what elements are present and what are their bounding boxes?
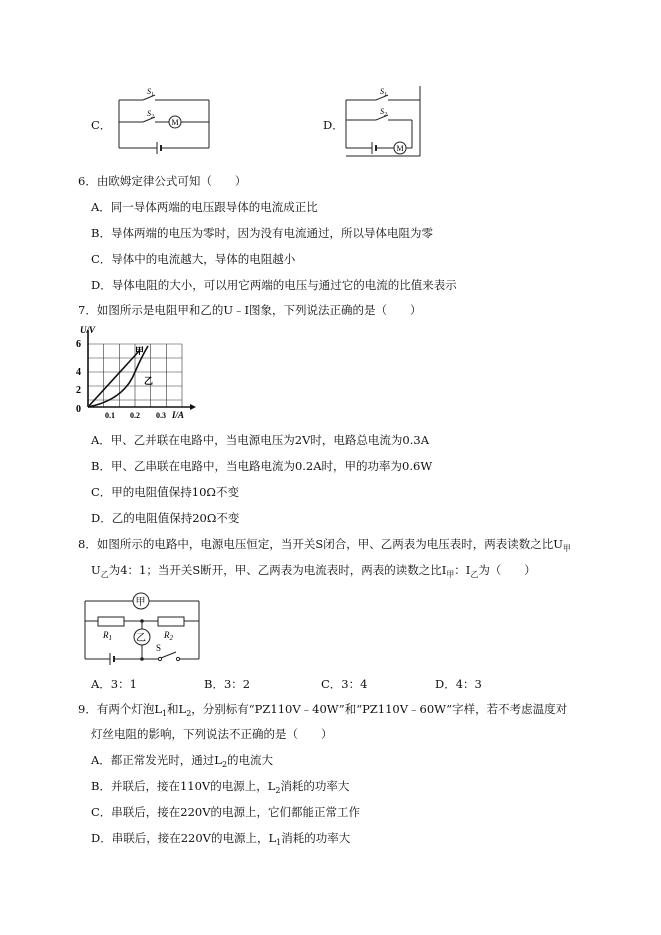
- x-axis-label: I/A: [172, 410, 185, 420]
- resistor-r2-label: $R_2$: [164, 630, 173, 642]
- question-9-stem-line1: 9．有两个灯泡$L_1$和$L_2$，分别标有“PZ110V﹣40W”和“PZ110V﹣60W”字样，若不考虑温度对: [78, 702, 568, 718]
- question-7-option-a: A．甲、乙并联在电路中，当电源电压为2V时，电路总电流为0.3A: [91, 433, 430, 447]
- option-c-label: C．: [91, 118, 112, 132]
- question-8-option-d: D．4：3: [435, 677, 482, 691]
- question-6-option-c: C．导体中的电流越大，导体的电阻越小: [91, 252, 296, 266]
- question-6-option-b: B．导体两端的电压为零时，因为没有电流通过，所以导体电阻为零: [91, 226, 433, 240]
- circuit-d-figure: [342, 86, 424, 158]
- y-tick-0: 0: [76, 404, 81, 415]
- y-tick-6: 6: [76, 339, 81, 350]
- meter-yi-label: 乙: [136, 633, 146, 644]
- question-8-option-c: C．3：4: [321, 677, 368, 691]
- switch-s2-label: $S_2$: [380, 107, 387, 118]
- x-tick-0.2: 0.2: [130, 411, 140, 420]
- question-8-stem-line1: 8．如图所示的电路中，电源电压恒定，当开关S闭合，甲、乙两表为电压表时，两表读数之比$U_甲$: [78, 537, 571, 553]
- question-7-option-c: C．甲的电阻值保持10Ω不变: [91, 485, 239, 499]
- question-8-option-b: B．3：2: [204, 677, 251, 691]
- circuit-c-figure: [113, 86, 213, 154]
- switch-s1-label: $S_1$: [380, 87, 387, 98]
- question-9-option-d: D．串联后，接在220V的电源上，$L_1$消耗的功率大: [91, 831, 351, 847]
- question-6-stem: 6．由欧姆定律公式可知（ ）: [78, 174, 247, 188]
- question-7-stem: 7．如图所示是电阻甲和乙的U﹣I图象，下列说法正确的是（ ）: [78, 303, 422, 317]
- switch-s2-label: $S_2$: [147, 109, 154, 120]
- question-9-option-c: C．串联后，接在220V的电源上，它们都能正常工作: [91, 805, 361, 819]
- question-7-option-d: D．乙的电阻值保持20Ω不变: [91, 511, 240, 525]
- question-9-option-a: A．都正常发光时，通过$L_2$的电流大: [91, 753, 274, 769]
- circuit-q8-figure: [84, 587, 200, 667]
- motor-label: M: [396, 144, 404, 153]
- question-8-stem-line2: $U_乙$为4：1；当开关S断开，甲、乙两表为电流表时，两表的读数之比$I_甲$：$I_乙$为（ ）: [91, 563, 536, 579]
- y-tick-2: 2: [76, 385, 81, 396]
- motor-label: M: [171, 118, 179, 127]
- curve-label-jia: 甲: [135, 346, 145, 356]
- y-axis-label: U/V: [80, 326, 96, 335]
- x-tick-0.1: 0.1: [105, 411, 115, 420]
- question-6-option-d: D．导体电阻的大小，可以用它两端的电压与通过它的电流的比值来表示: [91, 278, 457, 292]
- question-8-option-a: A．3：1: [91, 677, 137, 691]
- question-9-stem-line2: 灯丝电阻的影响，下列说法不正确的是（ ）: [91, 727, 333, 741]
- meter-jia-label: 甲: [135, 597, 146, 608]
- question-7-option-b: B．甲、乙串联在电路中，当电路电流为0.2A时，甲的功率为0.6W: [91, 459, 433, 473]
- switch-s-label: S: [156, 643, 162, 653]
- question-9-option-b: B．并联后，接在110V的电源上，$L_2$消耗的功率大: [91, 779, 350, 795]
- x-tick-0.3: 0.3: [156, 411, 166, 420]
- y-tick-4: 4: [76, 367, 81, 378]
- option-d-label: D．: [323, 118, 344, 132]
- ui-graph-figure: [72, 326, 198, 421]
- resistor-r1-label: $R_1$: [103, 630, 112, 642]
- curve-label-yi: 乙: [144, 376, 154, 386]
- question-6-option-a: A．同一导体两端的电压跟导体的电流成正比: [91, 200, 318, 214]
- switch-s1-label: $S_1$: [147, 87, 154, 98]
